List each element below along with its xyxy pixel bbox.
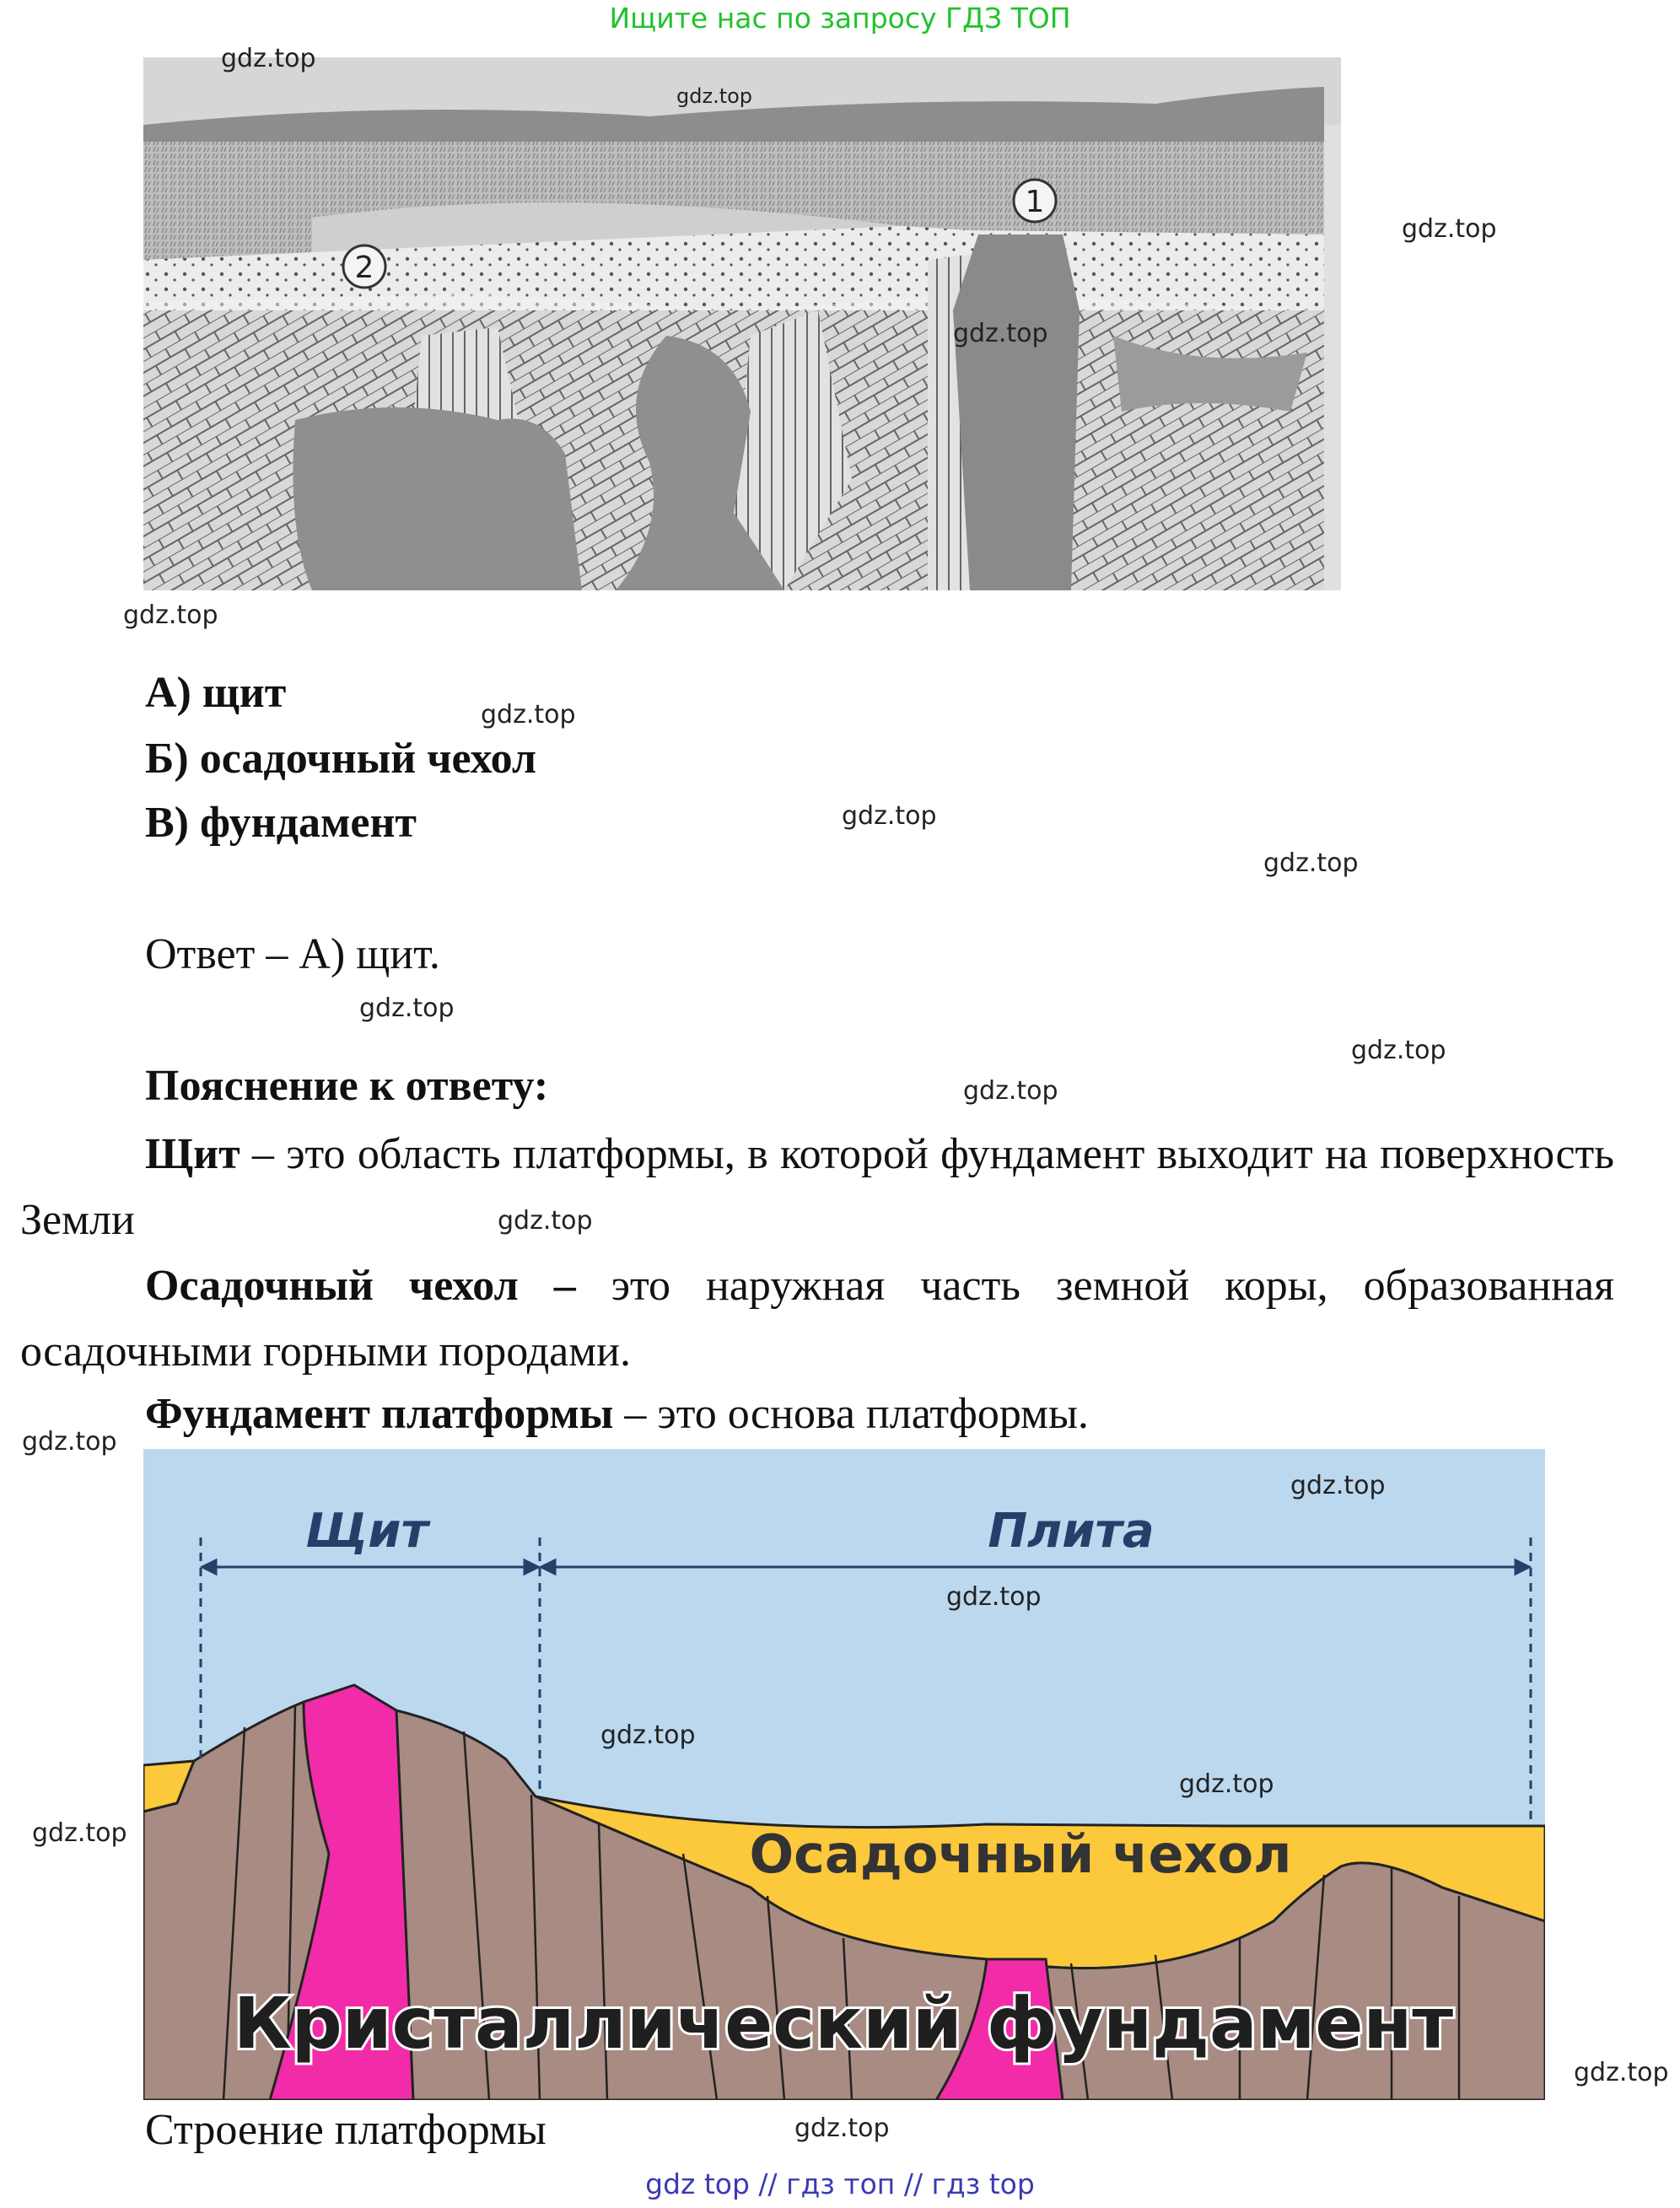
term-cover: Осадочный чехол – xyxy=(145,1262,576,1310)
watermark: gdz.top xyxy=(1574,2058,1669,2087)
cover-label: Осадочный чехол xyxy=(749,1823,1292,1885)
definition-foundation: – это основа платформы. xyxy=(613,1390,1089,1438)
watermark: gdz.top xyxy=(842,801,937,831)
definition-cover: это наружная часть земной коры, образованная осадочными горными породами. xyxy=(20,1262,1614,1376)
explanation-heading: Пояснение к ответу: xyxy=(145,1062,549,1110)
paragraph-foundation xyxy=(145,1381,1613,1447)
watermark: gdz.top xyxy=(481,700,576,730)
watermark: gdz.top xyxy=(963,1076,1058,1106)
geology-photo xyxy=(143,57,1341,590)
watermark: gdz.top xyxy=(953,319,1048,348)
watermark: gdz.top xyxy=(359,994,455,1023)
diagram-caption: Строение платформы xyxy=(145,2106,547,2154)
platform-diagram xyxy=(143,1449,1545,2100)
watermark: gdz.top xyxy=(946,1582,1042,1612)
answer-text: Ответ – А) щит. xyxy=(145,930,440,978)
watermark: gdz.top xyxy=(794,2114,890,2143)
option-a: А) щит xyxy=(145,669,287,717)
definition-shield: – это область платформы, в которой фундамент выходит на поверхность Земли xyxy=(20,1130,1614,1244)
watermark: gdz.top xyxy=(22,1427,117,1457)
watermark: gdz.top xyxy=(123,600,218,630)
watermark: gdz.top xyxy=(1179,1769,1274,1799)
option-c: В) фундамент xyxy=(145,799,417,847)
footer-links[interactable]: gdz top // гдз топ // гдз top xyxy=(645,2168,1035,2200)
term-shield: Щит xyxy=(145,1130,240,1178)
foundation-label: Кристаллический фундамент xyxy=(233,1982,1454,2065)
paragraph-cover xyxy=(20,1253,1614,1385)
marker-1: 1 xyxy=(1025,185,1045,219)
watermark: gdz.top xyxy=(1402,214,1497,244)
term-foundation: Фундамент платформы xyxy=(145,1390,614,1438)
watermark: gdz.top xyxy=(221,44,316,73)
plate-label: Плита xyxy=(988,1504,1155,1559)
watermark: gdz.top xyxy=(600,1721,696,1750)
marker-2: 2 xyxy=(354,250,374,285)
watermark: gdz.top xyxy=(676,84,753,108)
shield-label: Щит xyxy=(305,1504,428,1559)
paragraph-shield xyxy=(20,1122,1614,1253)
watermark: gdz.top xyxy=(498,1206,593,1236)
option-b: Б) осадочный чехол xyxy=(145,735,537,783)
search-banner[interactable]: Ищите нас по запросу ГДЗ ТОП xyxy=(609,2,1071,35)
watermark: gdz.top xyxy=(1290,1471,1386,1500)
watermark: gdz.top xyxy=(32,1818,127,1848)
watermark: gdz.top xyxy=(1263,848,1359,878)
watermark: gdz.top xyxy=(1351,1036,1446,1065)
